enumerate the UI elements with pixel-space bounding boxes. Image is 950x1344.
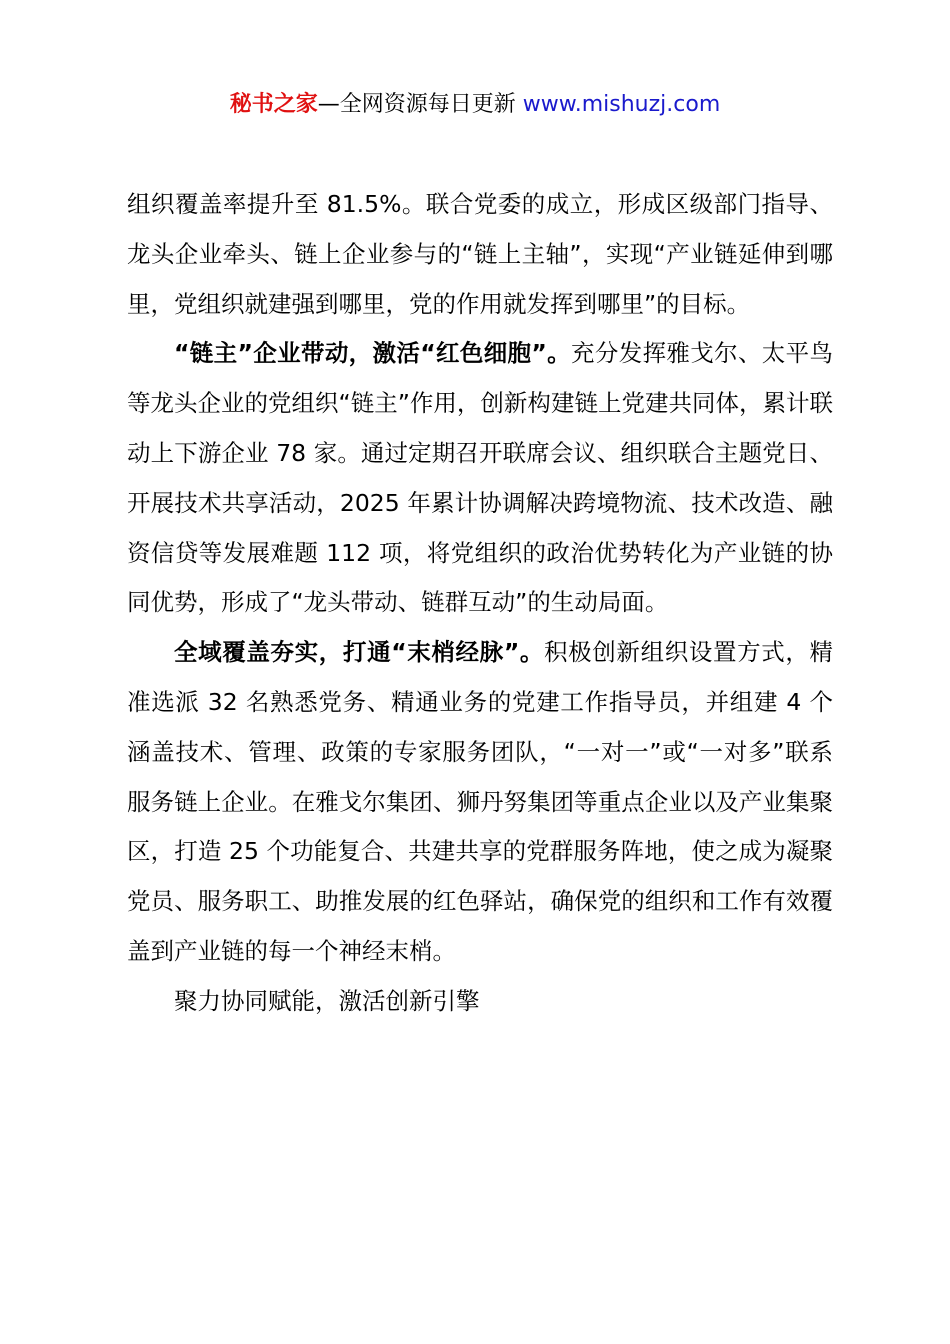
paragraph-3-text: 积极创新组织设置方式，精准选派 32 名熟悉党务、精通业务的党建工作指导员，并组建 4 个涵盖技术、管理、政策的专家服务团队，“一对一”或“一对多”联系服务链上企业。在雅戈尔集团、狮丹努集团等重点企业以及产业集聚区，打造 25 个功能复合、共建共享的党群服务阵地，使之成为凝聚党员、服务职工、助推发展的红色驿站，确保党的组织和工作有效覆盖到产业链的每一个神经末梢。: [127, 638, 834, 965]
document-body: [127, 180, 833, 1027]
site-tagline: —全网资源每日更新: [317, 92, 523, 117]
site-header: [0, 88, 950, 122]
paragraph-2: [127, 329, 833, 628]
section-heading-text: 聚力协同赋能，激活创新引擎: [174, 986, 480, 1015]
paragraph-3: [127, 628, 833, 977]
paragraph-1: [127, 180, 833, 329]
paragraph-2-text: 充分发挥雅戈尔、太平鸟等龙头企业的党组织“链主”作用，创新构建链上党建共同体，累计联动上下游企业 78 家。通过定期召开联席会议、组织联合主题党日、开展技术共享活动，2025 年累计协调解决跨境物流、技术改造、融资信贷等发展难题 112 项，将党组织的政治优势转化为产业链的协同优势，形成了“龙头带动、链群互动”的生动局面。: [127, 339, 834, 617]
paragraph-2-heading: “链主”企业带动，激活“红色细胞”。: [174, 339, 572, 368]
paragraph-3-heading: 全域覆盖夯实，打通“末梢经脉”。: [174, 638, 545, 667]
paragraph-1-text: 组织覆盖率提升至 81.5%。联合党委的成立，形成区级部门指导、龙头企业牵头、链上企业参与的“链上主轴”，实现“产业链延伸到哪里，党组织就建强到哪里，党的作用就发挥到哪里”的目标。: [127, 190, 833, 318]
site-brand: 秘书之家: [229, 92, 318, 117]
site-url-link[interactable]: www.mishuzj.com: [522, 92, 721, 117]
section-heading: [127, 977, 833, 1027]
